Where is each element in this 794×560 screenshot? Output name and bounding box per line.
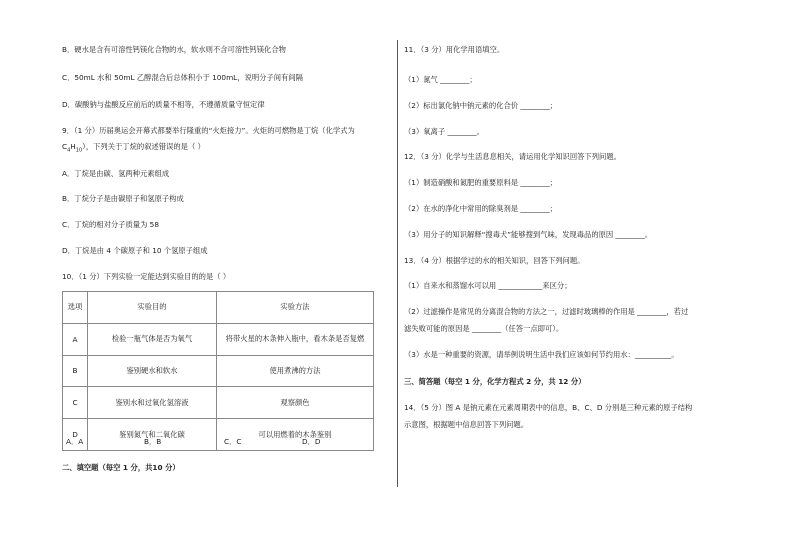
- q8-option-b: B．硬水是含有可溶性钙镁化合物的水，软水则不含可溶性钙镁化合物: [62, 45, 286, 54]
- table-cell: D: [63, 419, 88, 451]
- table-row: [63, 387, 374, 419]
- q9-stem-line2: [62, 142, 205, 155]
- q10-choice-c: C．C: [224, 437, 242, 446]
- table-cell: 可以用燃着的木条鉴别: [217, 419, 374, 451]
- q10-choice-a: A．A: [66, 437, 84, 446]
- q11-part-3: （3）氧离子 ________。: [404, 127, 484, 136]
- table-row: [63, 419, 374, 451]
- q9-stem: 9．（1 分）历届奥运会开幕式都要举行隆重的“火炬接力”。火炬的可燃物是丁烷（化学式为: [62, 126, 355, 135]
- q13-part-1: （1）自来水和蒸馏水可以用 ____________来区分；: [404, 281, 572, 290]
- q12-part-2: （2）在水的净化中常用的除臭剂是 ________；: [404, 204, 557, 213]
- q9-option-d: D．丁烷是由 4 个碳原子和 10 个氢原子组成: [62, 246, 208, 255]
- q11-stem: 11．（3 分）用化学用语填空。: [404, 45, 505, 54]
- q13-stem: 13．（4 分）根据学过的水的相关知识，回答下列问题。: [404, 256, 585, 265]
- table-header-cell: 选项: [63, 292, 88, 324]
- formula-c: C: [62, 142, 68, 151]
- q10-options-table: [62, 291, 374, 451]
- q9-option-a: A．丁烷是由碳、氢两种元素组成: [62, 169, 170, 178]
- q12-stem: 12．（3 分）化学与生活息息相关，请运用化学知识回答下列问题。: [404, 152, 621, 161]
- q12-part-3: （3）用分子的知识解释“搜毒犬”能够搜到气味，发现毒品的原因 ________。: [404, 230, 653, 239]
- formula-sub-10: 10: [75, 147, 83, 154]
- table-row: [63, 323, 374, 355]
- q11-part-1: （1）氮气 ________；: [404, 75, 477, 84]
- q8-option-d: D．碳酸钠与盐酸反应前后的质量不相等，不遵循质量守恒定律: [62, 100, 265, 109]
- table-cell: 使用煮沸的方法: [217, 355, 374, 387]
- q13-part-3: （3）水是一种重要的资源，请举例说明生活中我们应该如何节约用水：__________。: [404, 350, 679, 359]
- table-cell: 观察颜色: [217, 387, 374, 419]
- q8-option-c: C．50mL 水和 50mL 乙醇混合后总体积小于 100mL，说明分子间有间隔: [62, 73, 303, 82]
- table-header-cell: 实验目的: [88, 292, 217, 324]
- q12-part-1: （1）制造硝酸和氮肥的重要原料是 ________；: [404, 178, 557, 187]
- formula-h: H: [70, 142, 76, 151]
- q10-choice-b: B．B: [144, 437, 162, 446]
- q9-option-b: B．丁烷分子是由碳原子和氢原子构成: [62, 194, 184, 203]
- table-cell: B: [63, 355, 88, 387]
- table-cell: 检验一瓶气体是否为氧气: [88, 323, 217, 355]
- section-2-heading: 二、填空题（每空 1 分，共10 分）: [62, 463, 180, 472]
- q14-stem: 14．（5 分）图 A 是钠元素在元素周期表中的信息，B、C、D 分别是三种元素的原子结构: [404, 403, 693, 412]
- q13-part-2-line1: （2）过滤操作是常见的分离混合物的方法之一，过滤时玻璃棒的作用是 ________，若过: [404, 307, 689, 316]
- section-3-heading: 三、简答题（每空 1 分，化学方程式 2 分，共 12 分）: [404, 377, 586, 386]
- q11-part-2: （2）标出氯化钠中钠元素的化合价 ________；: [404, 101, 557, 110]
- table-cell: 鉴别硬水和软水: [88, 355, 217, 387]
- table-cell: A: [63, 323, 88, 355]
- formula-sub-4: 4: [67, 147, 71, 154]
- table-header-row: [63, 292, 374, 324]
- table-cell: 鉴别氮气和二氧化碳: [88, 419, 217, 451]
- q10-stem: 10．（1 分）下列实验一定能达到实验目的的是（ ）: [62, 272, 231, 281]
- table-cell: 鉴别水和过氧化氢溶液: [88, 387, 217, 419]
- q9-stem-rest: ），下列关于丁烷的叙述错误的是（ ）: [82, 142, 205, 151]
- q9-option-c: C．丁烷的相对分子质量为 58: [62, 220, 159, 229]
- table-header-cell: 实验方法: [217, 292, 374, 324]
- column-divider: [397, 40, 398, 487]
- table-row: [63, 355, 374, 387]
- table-cell: C: [63, 387, 88, 419]
- q10-choice-d: D．D: [302, 437, 321, 446]
- q13-part-2-line2: 滤失败可能的原因是 ________（任答一点即可）。: [404, 324, 564, 333]
- q14-stem-line2: 示意图，根据题中信息回答下列问题。: [404, 420, 529, 429]
- table-cell: 将带火星的木条伸入瓶中，看木条是否复燃: [217, 323, 374, 355]
